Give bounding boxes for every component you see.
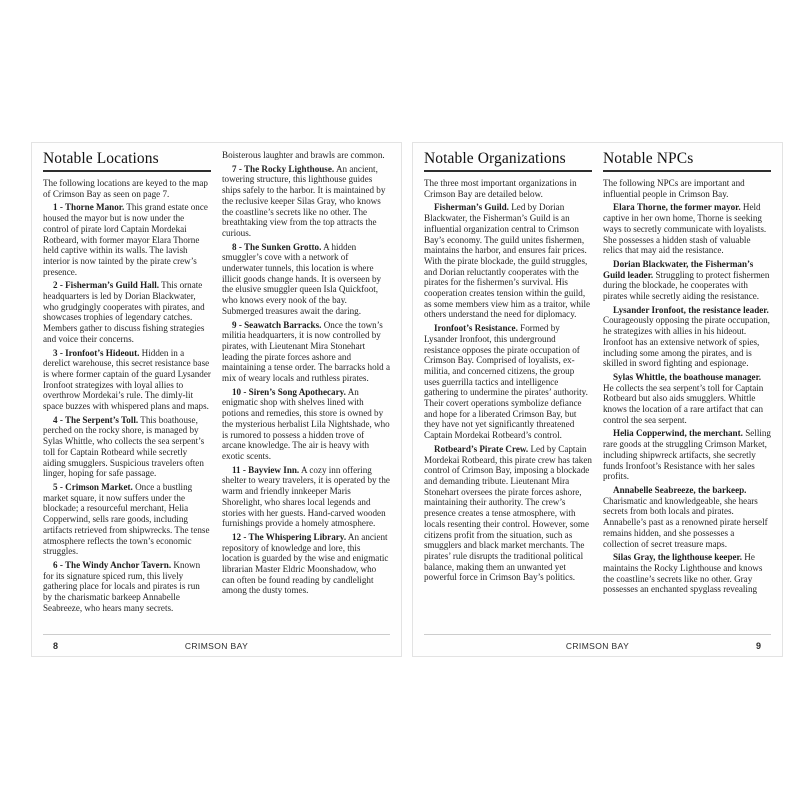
organization-entry-text: Led by Captain Mordekai Rotbeard, this pirate crew has taken control of Crimson Bay, imposing a blockade and demanding tribute. Lieutenant Mira Stonehart oversees the pirate forces ashore, maintaining their authority. The crew’s presence creates a tense atmosphere, with locals resenting their control. However, some citizens profit from the situation, such as smugglers and black market merchants. The pirates’ rule disrupts the traditional political balance, making them an unwanted yet powerful force in Crimson Bay’s politics. bbox=[424, 443, 592, 583]
npc-entry-lead: Silas Gray, the lighthouse keeper. bbox=[613, 552, 743, 563]
location-entry-text: Hidden in a derelict warehouse, this secret resistance base is where former captain of the guard Lysander Ironfoot strategizes with loyal allies to overthrow Mordekai’s rule. The dimly-lit space buzzes with whispered plans and maps. bbox=[43, 347, 211, 412]
npc-entry bbox=[603, 428, 771, 482]
page-8 bbox=[31, 142, 402, 657]
location-entry-text: Known for its signature spiced rum, this lively gathering place for locals and pirates is run by the charismatic barkeep Annabelle Seabreeze, who hears many secrets. bbox=[43, 559, 201, 613]
location-entry-text: A hidden smuggler’s cove with a network of underwater tunnels, this location is where illicit goods change hands. It is overseen by the elusive smuggler queen Isla Quickfoot, who knows every nook of the bay. Submerged treasures await the daring. bbox=[222, 241, 382, 316]
organizations-intro: The three most important organizations in Crimson Bay are detailed below. bbox=[424, 178, 577, 199]
npc-entry-lead: Lysander Ironfoot, the resistance leader. bbox=[613, 304, 769, 315]
npc-entry bbox=[603, 552, 771, 595]
location-entry-text: This ornate headquarters is led by Dorian Blackwater, who grudgingly cooperates with pirates, and showcases trophies of legendary catches. Members gather to discuss fishing strategies and voice their concerns. bbox=[43, 280, 205, 344]
npc-entry-lead: Annabelle Seabreeze, the barkeep. bbox=[613, 484, 747, 495]
location-entry-lead: 11 - Bayview Inn. bbox=[232, 464, 300, 475]
location-entry-text: A cozy inn offering shelter to weary travelers, it is operated by the warm and friendly innkeeper Maris Shorelight, who shares local legends and stories with her guests. Hand-carved wooden furnishings provide a homely atmosphere. bbox=[222, 464, 390, 529]
location-entry bbox=[222, 532, 390, 596]
npc-entry-text: He maintains the Rocky Lighthouse and knows the coastline’s secrets like no other. Gray possesses an enchanted spyglass revealing bbox=[603, 552, 763, 595]
location-entry-lead: 9 - Seawatch Barracks. bbox=[232, 319, 322, 330]
npc-entry bbox=[603, 259, 771, 302]
entry-6-continuation: Boisterous laughter and brawls are common. bbox=[222, 150, 385, 160]
organization-entry bbox=[424, 323, 592, 441]
location-entry-text: This boathouse, perched on the rocky shore, is managed by Sylas Whittle, who collects the sea serpent’s toll for Captain Rotbeard while secretly aiding smugglers. Suspicious travelers often linger, hoping for safe passage. bbox=[43, 414, 205, 479]
page-8-columns bbox=[43, 150, 390, 634]
location-entry-lead: 3 - Ironfoot’s Hideout. bbox=[53, 347, 140, 358]
organization-entry-lead: Ironfoot’s Resistance. bbox=[434, 323, 518, 334]
organization-entry-lead: Rotbeard’s Pirate Crew. bbox=[434, 443, 529, 454]
page-9-column-1 bbox=[424, 150, 592, 634]
npc-entry-text: Charismatic and knowledgeable, she hears secrets from both locals and pirates. Annabelle’s past as a renowned pirate herself remains hidden, and she possesses a collection of secret treasure maps. bbox=[603, 495, 768, 549]
location-entry bbox=[43, 482, 211, 557]
location-entry bbox=[43, 202, 211, 277]
footer-title-left: CRIMSON BAY bbox=[184, 640, 249, 651]
location-entry-text: An ancient repository of knowledge and lore, this location is guarded by the wise and enigmatic librarian Master Eldric Moonshadow, who can often be found reading by candlelight among the dusty tomes. bbox=[222, 531, 389, 596]
location-entry-lead: 12 - The Whispering Library. bbox=[232, 531, 347, 542]
organization-entry-text: Led by Dorian Blackwater, the Fisherman’s Guild is an influential organization central to Crimson Bay’s economy. The guild unites fishermen, maintains the harbor, and ensures fair prices. With the pirate blockade, the guild struggles, and Dorian reluctantly cooperates with the pirates for the fishermen’s survival. His cooperation creates tension within the guild, as some members view him as a traitor, while others understand the need for diplomacy. bbox=[424, 202, 591, 320]
location-entry bbox=[43, 280, 211, 344]
location-entry bbox=[43, 348, 211, 412]
location-entry-text: Once the town’s militia headquarters, it is now controlled by pirates, with Lieutenant Mira Stonehart leading the pirate forces ashore and maintaining a tense order. The barracks hold a mix of weary locals and ruthless pirates. bbox=[222, 319, 390, 384]
location-entry-text: An ancient, towering structure, this lighthouse guides ships safely to the harbor. It is maintained by the reclusive keeper Silas Gray, who knows the coastline’s secrets like no other. The breathtaking view from the top attracts the curious. bbox=[222, 163, 386, 238]
location-entry bbox=[43, 415, 211, 479]
page-8-column-1 bbox=[43, 150, 211, 634]
location-entry-lead: 10 - Siren’s Song Apothecary. bbox=[232, 386, 346, 397]
npc-entry bbox=[603, 305, 771, 369]
location-entry-lead: 7 - The Rocky Lighthouse. bbox=[232, 163, 335, 174]
location-entry-lead: 8 - The Sunken Grotto. bbox=[232, 241, 322, 252]
page-9-column-2 bbox=[603, 150, 771, 634]
location-entry-text: An enigmatic shop with shelves lined with potions and remedies, this store is owned by the mysterious herbalist Lila Nightshade, who is rumored to possess a hidden trove of arcane knowledge. The air is heavy with exotic scents. bbox=[222, 386, 390, 461]
location-entries-1-6 bbox=[43, 202, 211, 613]
section-title-notable-npcs: Notable NPCs bbox=[603, 150, 771, 172]
location-entry bbox=[43, 560, 211, 614]
npc-entry-text: Selling rare goods at the struggling Crimson Market, including shipwreck artifacts, she secretly funds Ironfoot’s Resistance with her sales profits. bbox=[603, 428, 771, 482]
npcs-intro: The following NPCs are important and influential people in Crimson Bay. bbox=[603, 178, 745, 199]
location-entry bbox=[222, 465, 390, 529]
location-entry bbox=[222, 387, 390, 462]
npc-entry-lead: Helia Copperwind, the merchant. bbox=[613, 428, 743, 439]
page-9-footer bbox=[424, 634, 771, 656]
npc-entry-text: Held captive in her own home, Thorne is seeking ways to secretly communicate with loyalists. She possesses a hidden stash of valuable relics that may aid the resistance. bbox=[603, 202, 767, 256]
npc-entry-lead: Dorian Blackwater, the Fisherman’s Guild leader. bbox=[603, 258, 754, 280]
page-number-right: 9 bbox=[755, 640, 761, 651]
page-8-column-2 bbox=[222, 150, 390, 634]
page-9-columns bbox=[424, 150, 771, 634]
organization-entry-lead: Fisherman’s Guild. bbox=[434, 202, 509, 213]
npc-entry-text: Courageously opposing the pirate occupation, he strategizes with allies in his hideout. Ironfoot has an extensive network of spies, including some among the pirates, and is skilled in sword fighting and espionage. bbox=[603, 315, 770, 369]
location-entry bbox=[222, 242, 390, 317]
npc-entry-text: Struggling to protect fishermen during the blockade, he cooperates with pirates while secretly aiding the resistance. bbox=[603, 269, 770, 302]
organization-entries bbox=[424, 202, 592, 583]
book-spread bbox=[31, 142, 783, 657]
location-entry-text: This grand estate once housed the mayor but is now under the control of pirate lord Captain Mordekai Rotbeard, with former mayor Elara Thorne held captive within its walls. The lavish interior is now tainted by the pirate crew’s presence. bbox=[43, 202, 208, 277]
npc-entry bbox=[603, 202, 771, 256]
locations-intro: The following locations are keyed to the map of Crimson Bay as seen on page 7. bbox=[43, 178, 208, 199]
organization-entry bbox=[424, 444, 592, 583]
page-number-left: 8 bbox=[53, 640, 59, 651]
organization-entry bbox=[424, 202, 592, 320]
location-entry bbox=[222, 164, 390, 239]
location-entry-lead: 1 - Thorne Manor. bbox=[53, 202, 125, 213]
npc-entry-text: He collects the sea serpent’s toll for Captain Rotbeard but also aids smugglers. Whittle knows the location of a rare artifact that can control the sea serpent. bbox=[603, 382, 764, 425]
location-entry bbox=[222, 320, 390, 384]
organization-entry-text: Formed by Lysander Ironfoot, this underground resistance opposes the pirate occupation of Crimson Bay. Comprised of loyalists, ex-militia, and concerned citizens, the group uses guerrilla tactics and intelligence gathering to undermine the pirates’ authority. Their covert operations symbolize defiance and hope for a liberated Crimson Bay, but they have not yet significantly threatened Captain Mordekai Rotbeard’s control. bbox=[424, 323, 588, 441]
npc-entry-lead: Sylas Whittle, the boathouse manager. bbox=[613, 371, 762, 382]
location-entry-lead: 4 - The Serpent’s Toll. bbox=[53, 414, 139, 425]
npc-entry bbox=[603, 485, 771, 549]
location-entry-lead: 6 - The Windy Anchor Tavern. bbox=[53, 559, 172, 570]
npc-entry-lead: Elara Thorne, the former mayor. bbox=[613, 202, 741, 213]
section-title-notable-organizations: Notable Organizations bbox=[424, 150, 592, 172]
location-entry-text: Once a bustling market square, it now suffers under the blockade; a resourceful merchant, Helia Copperwind, sells rare goods, including artifacts retrieved from shipwrecks. The tense atmosphere reflects the town’s economic struggles. bbox=[43, 481, 210, 557]
location-entries-7-12 bbox=[222, 164, 390, 596]
footer-title-right: CRIMSON BAY bbox=[565, 640, 630, 651]
location-entry-lead: 5 - Crimson Market. bbox=[53, 481, 133, 492]
page-9 bbox=[412, 142, 783, 657]
section-title-notable-locations: Notable Locations bbox=[43, 150, 211, 172]
npc-entries bbox=[603, 202, 771, 595]
location-entry-lead: 2 - Fisherman’s Guild Hall. bbox=[53, 280, 160, 291]
npc-entry bbox=[603, 372, 771, 426]
page-8-footer bbox=[43, 634, 390, 656]
